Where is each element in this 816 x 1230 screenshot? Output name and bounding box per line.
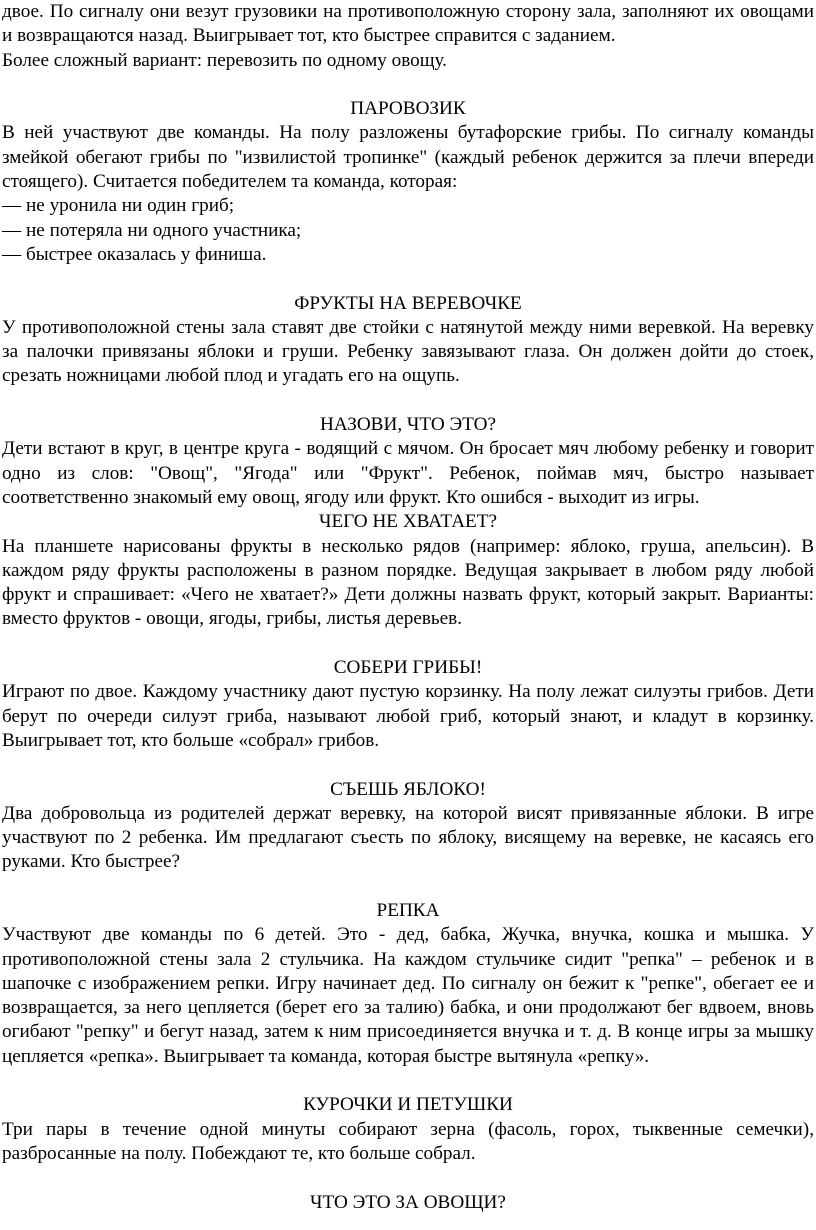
repka-paragraph: Участвуют две команды по 6 детей. Это - дед, бабка, Жучка, внучка, кошка и мышка. У противоположной стены зала 2 стульчика. На каждом стульчике сидит "репка" – ребенок и в шапочке с изображением репки. Игру начинает дед. По сигналу он бежит к "репке", обегает ее и возвращается, за него цепляется (берет его за талию) бабка, и они продолжают бег вдвоем, вновь огибают "репку" и бегут назад, затем к ним присоединяется внучка и т. д. В конце игры за мышку цепляется «репка». Выигрывает та команда, которая быстре вытянула «репку».: [2, 924, 814, 1067]
heading-repka: РЕПКА: [376, 899, 440, 921]
heading-frukty: ФРУКТЫ НА ВЕРЕВОЧКЕ: [294, 292, 522, 314]
parovozik-item-3: — быстрее оказалась у финиша.: [2, 243, 267, 265]
chego-paragraph: На планшете нарисованы фрукты в несколько рядов (например: яблоко, груша, апельсин). В каждом ряду фрукты расположены в разном порядке. Ведущая закрывает в любом ряду любой фрукт и спрашивает: «Чего не хватает?» Дети должны назвать фрукт, который закрыт. Варианты: вместо фруктов - овощи, ягоды, грибы, листья деревьев.: [2, 535, 814, 630]
kurochki-paragraph: Три пары в течение одной минуты собирают зерна (фасоль, горох, тыквенные семечки), разбросанные на полу. Побеждают те, кто больше собрал.: [2, 1118, 814, 1164]
spacer: [2, 875, 814, 899]
document-page: [2, 0, 814, 1215]
intro-variant: Более сложный вариант: перевозить по одному овощу.: [2, 49, 447, 71]
soberi-paragraph: Играют по двое. Каждому участнику дают пустую корзинку. На полу лежат силуэты грибов. Дети берут по очереди силуэт гриба, называют любой гриб, который знают, и кладут в корзинку. Выигрывает тот, кто больше «собрал» грибов.: [2, 681, 814, 751]
spacer: [2, 1166, 814, 1190]
heading-soberi: СОБЕРИ ГРИБЫ!: [333, 657, 483, 679]
nazovi-paragraph: Дети встают в круг, в центре круга - водящий с мячом. Он бросает мяч любому ребенку и говорит одно из слов: "Овощ", "Ягода" или "Фрукт". Ребенок, поймав мяч, быстро называет соответственно знакомый ему овощ, ягоду или фрукт. Кто ошибся - выходит из игры.: [2, 438, 814, 508]
syesh-paragraph: Два добровольца из родителей держат веревку, на которой висят привязанные яблоки. В игре участвуют по 2 ребенка. Им предлагают съесть по яблоку, висящему на веревке, не касаясь его руками. Кто быстрее?: [2, 802, 814, 873]
spacer: [2, 73, 814, 97]
frukty-paragraph: У противоположной стены зала ставят две стойки с натянутой между ними веревкой. На веревку за палочки привязаны яблоки и груши. Ребенку завязывают глаза. Он должен дойти до стоек, срезать ножницами любой плод и угадать его на ощупь.: [2, 316, 814, 387]
parovozik-item-1: — не уронила ни один гриб;: [2, 195, 235, 217]
spacer: [2, 267, 814, 291]
spacer: [2, 632, 814, 656]
heading-syesh: СЪЕШЬ ЯБЛОКО!: [330, 778, 486, 800]
intro-paragraph: двое. По сигналу они везут грузовики на противоположную сторону зала, заполняют их овощами и возвращаются назад. Выигрывает тот, кто быстрее справится с заданием.: [2, 1, 814, 47]
heading-parovozik: ПАРОВОЗИК: [350, 98, 466, 120]
spacer: [2, 753, 814, 777]
parovozik-item-2: — не потеряла ни одного участника;: [2, 219, 302, 241]
heading-ovoshchi: ЧТО ЭТО ЗА ОВОЩИ?: [310, 1191, 506, 1213]
parovozik-paragraph: В ней участвуют две команды. На полу разложены бутафорские грибы. По сигналу команды змейкой обегают грибы по "извилистой тропинке" (каждый ребенок держится за плечи впереди стоящего). Считается победителем та команда, которая:: [2, 122, 814, 193]
heading-chego: ЧЕГО НЕ ХВАТАЕТ?: [318, 511, 498, 533]
spacer: [2, 1069, 814, 1093]
heading-nazovi: НАЗОВИ, ЧТО ЭТО?: [319, 414, 497, 436]
heading-kurochki: КУРОЧКИ И ПЕТУШКИ: [303, 1094, 513, 1116]
spacer: [2, 389, 814, 413]
